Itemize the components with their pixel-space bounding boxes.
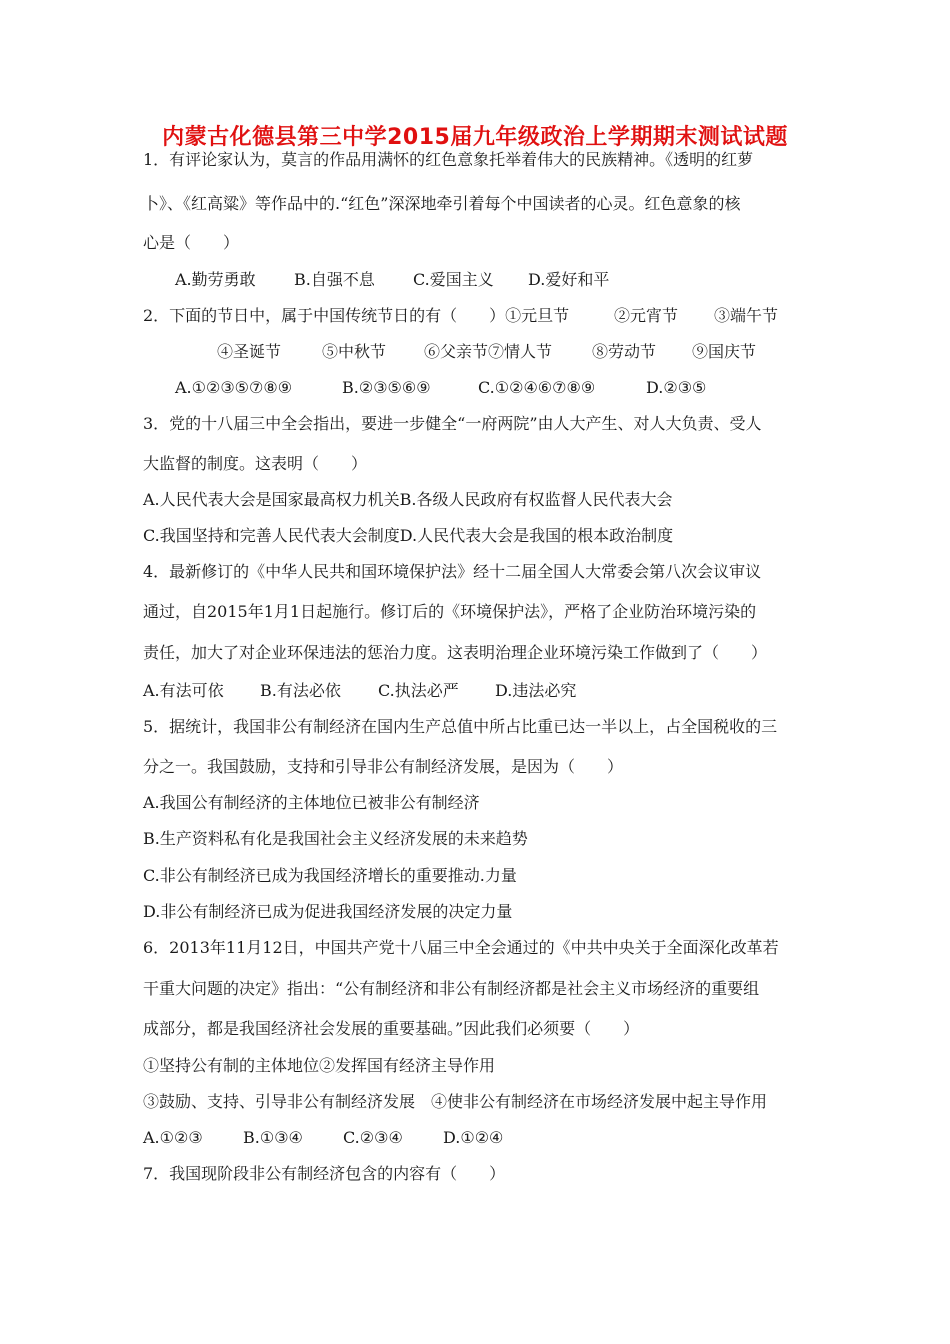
q1-option-a: A.勤劳勇敢 [175,270,256,289]
q1-line-2: 卜》、《红高粱》等作品中的.“红色”深深地牵引着每个中国读者的心灵。红色意象的核 [143,194,741,213]
q2-option-a: A.①②③⑤⑦⑧⑨ [175,378,293,397]
q6-statements-3-4: ③鼓励、支持、引导非公有制经济发展 ④使非公有制经济在市场经济发展中起主导作用 [143,1092,768,1111]
q3-line-2: 大监督的制度。这表明（ ） [143,454,368,473]
q6-line-1: 6．2013年11月12日，中国共产党十八届三中全会通过的《中共中央关于全面深化改革若 [143,938,779,957]
q5-option-d: D.非公有制经济已成为促进我国经济发展的决定力量 [143,902,513,921]
q6-line-2: 干重大问题的决定》指出：“公有制经济和非公有制经济都是社会主义市场经济的重要组 [143,979,760,998]
q4-line-2: 通过，自2015年1月1日起施行。修订后的《环境保护法》，严格了企业防治环境污染的 [143,602,757,621]
q2-item-9: ⑨国庆节 [692,342,757,361]
q2-option-d: D.②③⑤ [646,378,707,397]
q3-options-cd: C.我国坚持和完善人民代表大会制度D.人民代表大会是我国的根本政治制度 [143,526,674,545]
q6-line-3: 成部分，都是我国经济社会发展的重要基础。”因此我们必须要（ ） [143,1019,640,1038]
q6-option-a: A.①②③ [143,1128,203,1147]
q2-line-1: 2．下面的节日中，属于中国传统节日的有（ ）①元旦节 [143,306,570,325]
q2-item-2: ②元宵节 [614,306,679,325]
q4-line-1: 4．最新修订的《中华人民共和国环境保护法》经十二届全国人大常委会第八次会议审议 [143,562,762,581]
q1-option-c: C.爱国主义 [413,270,494,289]
q2-item-3: ③端午节 [714,306,779,325]
q2-option-c: C.①②④⑥⑦⑧⑨ [478,378,596,397]
q5-line-1: 5．据统计，我国非公有制经济在国内生产总值中所占比重已达一半以上，占全国税收的三 [143,717,778,736]
q6-option-d: D.①②④ [443,1128,504,1147]
q5-line-2: 分之一。我国鼓励，支持和引导非公有制经济发展，是因为（ ） [143,757,624,776]
q4-option-a: A.有法可依 [143,681,224,700]
q3-line-1: 3．党的十八届三中全会指出，要进一步健全“一府两院”由人大产生、对人大负责、受人 [143,414,762,433]
q7-line-1: 7．我国现阶段非公有制经济包含的内容有（ ） [143,1164,506,1183]
q2-item-8: ⑧劳动节 [592,342,657,361]
q2-item-5: ⑤中秋节 [322,342,387,361]
q4-option-b: B.有法必依 [260,681,341,700]
q2-option-b: B.②③⑤⑥⑨ [342,378,431,397]
q2-item-4: ④圣诞节 [217,342,282,361]
q5-option-b: B.生产资料私有化是我国社会主义经济发展的未来趋势 [143,829,528,848]
q1-line-1: 1．有评论家认为，莫言的作品用满怀的红色意象托举着伟大的民族精神。《透明的红萝 [143,150,754,169]
q4-line-3: 责任，加大了对企业环保违法的惩治力度。这表明治理企业环境污染工作做到了（ ） [143,643,768,662]
q1-line-3: 心是（ ） [143,233,240,252]
q6-option-b: B.①③④ [243,1128,303,1147]
q6-option-c: C.②③④ [343,1128,403,1147]
document-title: 内蒙古化德县第三中学2015届九年级政治上学期期末测试试题 [162,125,788,150]
q5-option-c: C.非公有制经济已成为我国经济增长的重要推动.力量 [143,866,517,885]
q2-item-6-7: ⑥父亲节⑦情人节 [424,342,553,361]
q4-option-d: D.违法必究 [495,681,577,700]
q1-option-b: B.自强不息 [294,270,375,289]
q3-options-ab: A.人民代表大会是国家最高权力机关B.各级人民政府有权监督人民代表大会 [143,490,673,509]
q1-option-d: D.爱好和平 [528,270,610,289]
q5-option-a: A.我国公有制经济的主体地位已被非公有制经济 [143,793,480,812]
q6-statements-1-2: ①坚持公有制的主体地位②发挥国有经济主导作用 [143,1056,496,1075]
q4-option-c: C.执法必严 [378,681,459,700]
